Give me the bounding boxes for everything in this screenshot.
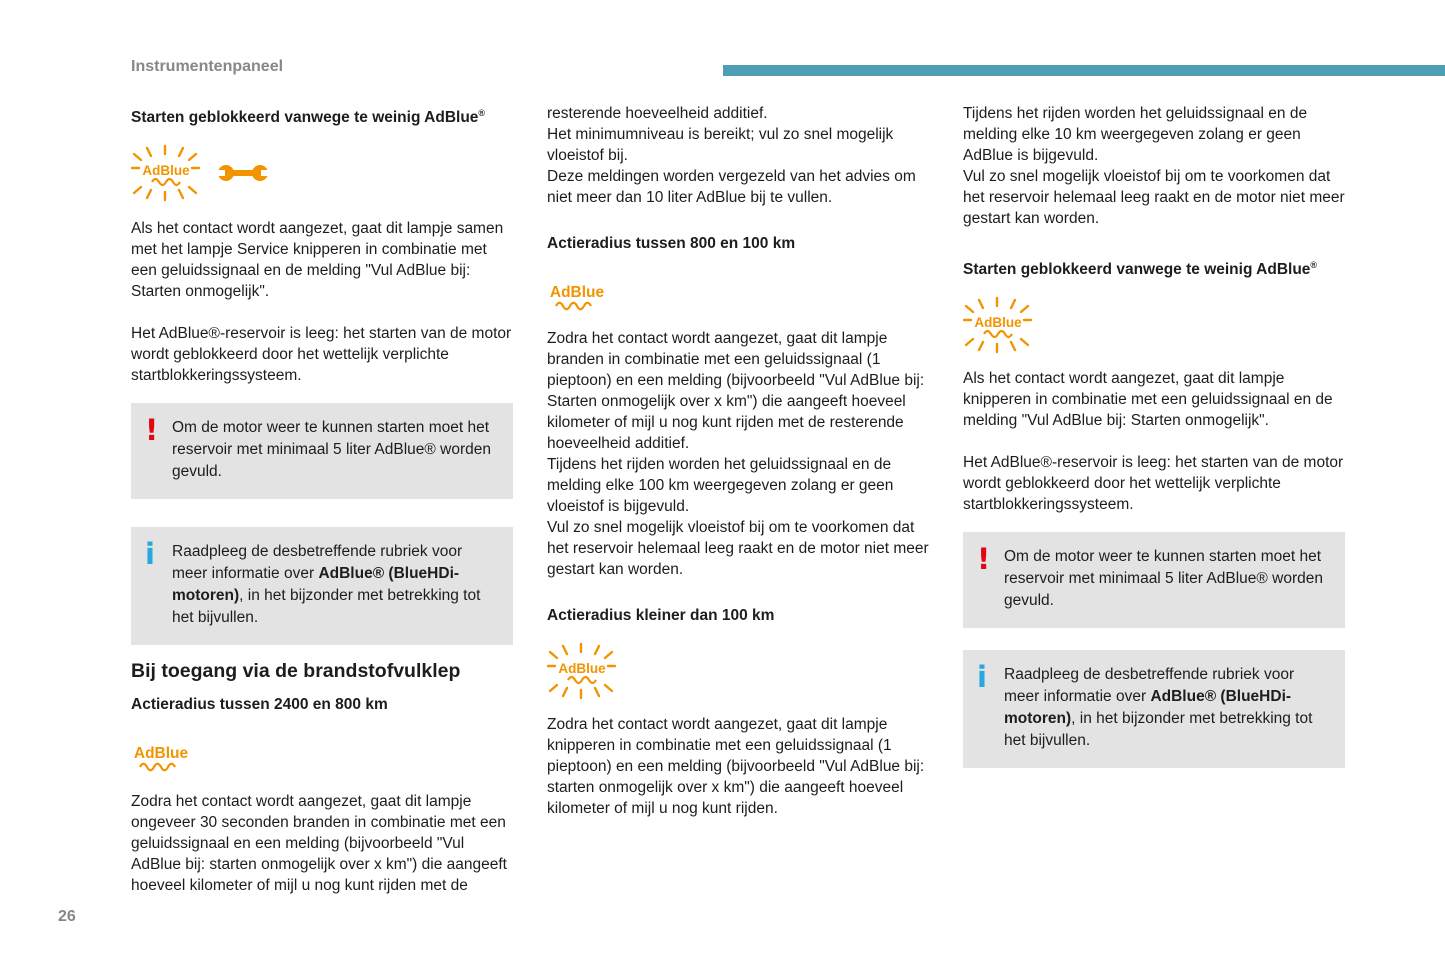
heading-range-2400-800: Actieradius tussen 2400 en 800 km xyxy=(131,696,388,714)
heading-range-800-100: Actieradius tussen 800 en 100 km xyxy=(547,235,796,252)
warning-lamp-row xyxy=(131,144,513,202)
warning-text: Om de motor weer te kunnen starten moet het reservoir met minimaal 5 liter AdBlue® worden gevuld. xyxy=(1004,548,1323,610)
warning-exclamation-icon: ! xyxy=(977,542,991,577)
adblue-word: AdBlue xyxy=(974,315,1022,331)
content-columns xyxy=(131,103,1345,896)
heading-range-under-100: Actieradius kleiner dan 100 km xyxy=(547,607,775,624)
column-3 xyxy=(963,103,1345,896)
adblue-word: AdBlue xyxy=(549,284,605,301)
adblue-lamp-row xyxy=(547,280,929,314)
page-header xyxy=(0,58,1445,80)
paragraph: Het AdBlue®-reservoir is leeg: het starten van de motor wordt geblokkeerd door het wettelijk verplichte startblokkeringssysteem. xyxy=(131,325,512,385)
heading-text: Starten geblokkeerd vanwege te weinig AdBlue xyxy=(131,109,479,127)
heading-start-blocked-1 xyxy=(131,103,513,128)
section-heading-fuel-flap: Bij toegang via de brandstofvulklep xyxy=(131,660,461,683)
paragraph: resterende hoeveelheid additief. xyxy=(547,105,768,122)
info-text-part: , in het bijzonder met betrekking tot het bijvullen. xyxy=(172,587,481,627)
paragraph: Als het contact wordt aangezet, gaat dit lampje knipperen in combinatie met een geluidssignaal en de melding "Vul AdBlue bij: Starten onmogelijk". xyxy=(963,370,1333,430)
adblue-indicator-icon xyxy=(547,280,611,314)
warning-text: Om de motor weer te kunnen starten moet het reservoir met minimaal 5 liter AdBlue® worden gevuld. xyxy=(172,419,491,481)
info-box xyxy=(131,527,513,645)
wrench-icon xyxy=(217,161,269,185)
info-icon: i xyxy=(145,537,155,572)
accent-bar xyxy=(723,65,1445,76)
paragraph: Deze meldingen worden vergezeld van het advies om niet meer dan 10 liter AdBlue bij te vullen. xyxy=(547,168,916,206)
adblue-lamp-row xyxy=(131,741,513,775)
info-text-bold: AdBlue® (BlueHDi-motoren) xyxy=(1004,688,1292,728)
adblue-word: AdBlue xyxy=(133,745,189,763)
adblue-blinking-lamp-icon xyxy=(963,296,1033,354)
paragraph: Zodra het contact wordt aangezet, gaat dit lampje ongeveer 30 seconden branden in combinatie met een geluidssignaal en een melding (bijvoorbeeld "Vul AdBlue bij: starten onmogelijk over x km") die aangeeft hoeveel kilometer of mijl u nog kunt rijden met de xyxy=(131,793,507,895)
page-title: Instrumentenpaneel xyxy=(131,58,284,75)
adblue-indicator-icon xyxy=(131,741,195,775)
info-text-bold: AdBlue® (BlueHDi-motoren) xyxy=(172,565,460,605)
paragraph: Vul zo snel mogelijk vloeistof bij om te voorkomen dat het reservoir helemaal leeg raakt en de motor niet meer gestart kan worden. xyxy=(547,519,929,578)
column-1 xyxy=(131,103,513,896)
paragraph: Zodra het contact wordt aangezet, gaat dit lampje knipperen in combinatie met een geluidssignaal (1 pieptoon) en een melding (bijvoorbeeld "Vul AdBlue bij: starten onmogelijk over x km") die aangeeft hoeveel kilometer of mijl u nog kunt rijden. xyxy=(547,716,925,817)
warning-box xyxy=(963,532,1345,628)
info-text-part: Raadpleeg de desbetreffende rubriek voor meer informatie over xyxy=(1004,666,1295,706)
heading-start-blocked-2 xyxy=(963,255,1345,280)
adblue-blinking-lamp-icon xyxy=(547,642,617,700)
info-text xyxy=(1004,664,1329,752)
paragraph: Als het contact wordt aangezet, gaat dit lampje samen met het lampje Service knipperen in combinatie met een geluidssignaal en de melding "Vul AdBlue bij: Starten onmogelijk". xyxy=(131,220,504,301)
adblue-word: AdBlue xyxy=(558,661,606,676)
adblue-word: AdBlue xyxy=(142,163,190,179)
registered-mark: ® xyxy=(1310,260,1318,270)
paragraph: Vul zo snel mogelijk vloeistof bij om te voorkomen dat het reservoir helemaal leeg raakt en de motor niet meer gestart kan worden. xyxy=(963,168,1345,227)
info-text-part: , in het bijzonder met betrekking tot het bijvullen. xyxy=(1004,710,1313,750)
info-icon: i xyxy=(977,660,987,695)
warning-lamp-row xyxy=(547,642,929,700)
paragraph: Het AdBlue®-reservoir is leeg: het starten van de motor wordt geblokkeerd door het wettelijk verplichte startblokkeringssysteem. xyxy=(963,454,1344,514)
registered-mark: ® xyxy=(478,108,486,118)
paragraph: Het minimumniveau is bereikt; vul zo snel mogelijk vloeistof bij. xyxy=(547,126,894,164)
info-box xyxy=(963,650,1345,768)
info-text xyxy=(172,541,497,629)
column-2 xyxy=(547,103,929,896)
warning-lamp-row xyxy=(963,296,1345,354)
warning-exclamation-icon: ! xyxy=(145,413,159,448)
warning-box xyxy=(131,403,513,499)
paragraph: Tijdens het rijden worden het geluidssignaal en de melding elke 100 km weergegeven zolang er geen vloeistof is bijgevuld. xyxy=(547,456,894,515)
info-text-part: Raadpleeg de desbetreffende rubriek voor meer informatie over xyxy=(172,543,463,583)
adblue-blinking-lamp-icon xyxy=(131,144,201,202)
paragraph: Zodra het contact wordt aangezet, gaat dit lampje branden in combinatie met een geluidssignaal (1 pieptoon) en een melding (bijvoorbeeld "Vul AdBlue bij: Starten onmogelijk over x km") die aangeeft hoeveel kilometer of mijl u nog kunt rijden met de resterende hoeveelheid additief. xyxy=(547,330,925,452)
heading-text: Starten geblokkeerd vanwege te weinig AdBlue xyxy=(963,261,1311,279)
paragraph: Tijdens het rijden worden het geluidssignaal en de melding elke 10 km weergegeven zolang er geen AdBlue is bijgevuld. xyxy=(963,105,1308,164)
page-number: 26 xyxy=(58,908,76,925)
